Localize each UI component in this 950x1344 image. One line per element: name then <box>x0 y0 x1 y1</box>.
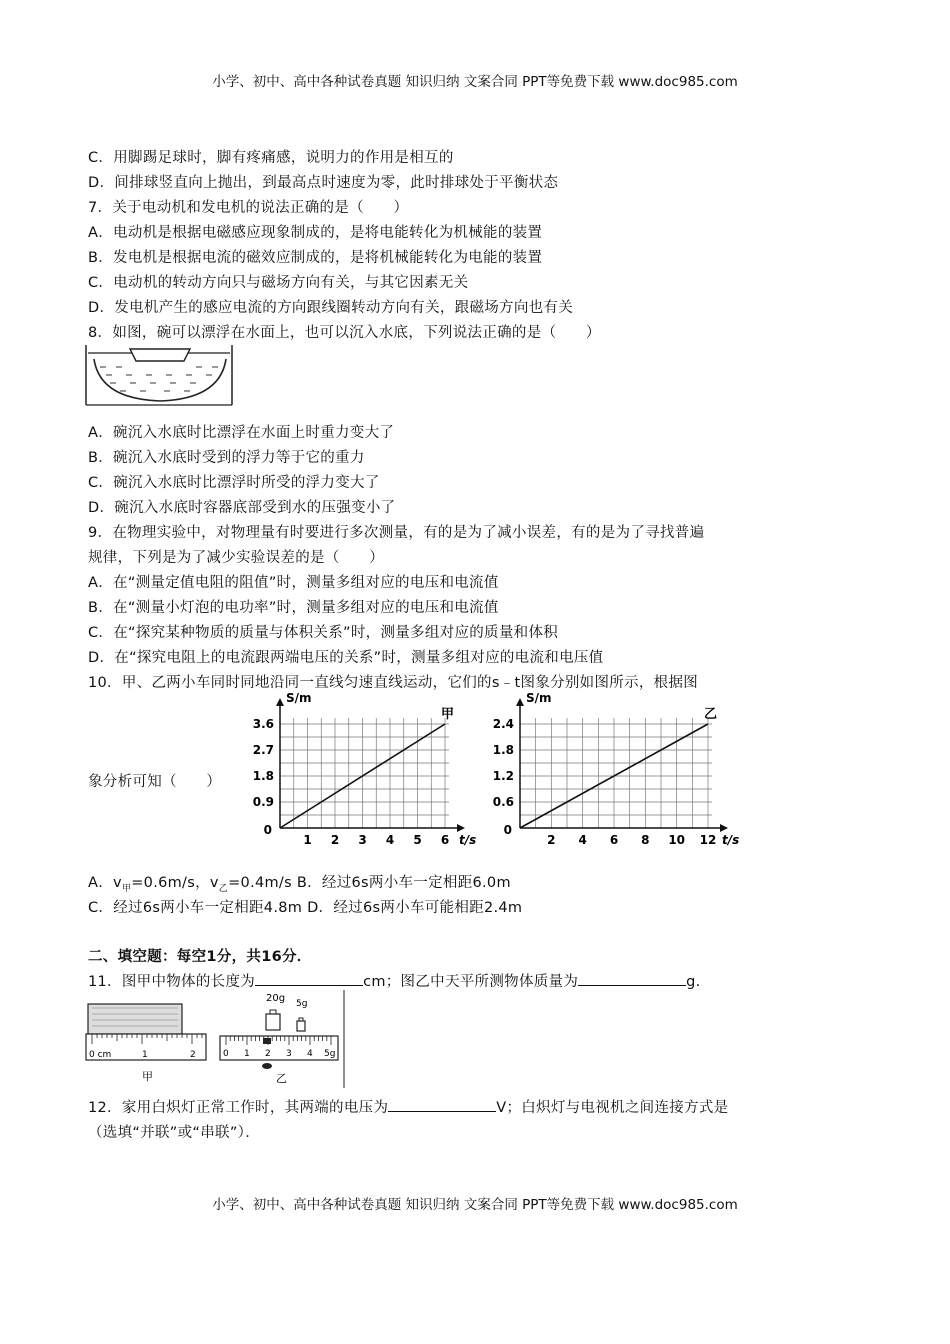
q12-stem-line2: （选填“并联”或“串联”）． <box>88 1125 260 1141</box>
y-tick-label: 1.8 <box>252 769 274 783</box>
y-tick-label: 0.6 <box>492 795 514 809</box>
x-axis-arrow <box>457 824 465 832</box>
q8-option-d: D．碗沉入水底时容器底部受到水的压强变小了 <box>88 500 396 516</box>
q7-option-b: B．发电机是根据电流的磁效应制成的，是将机械能转化为电能的装置 <box>88 250 543 266</box>
y-tick-label: 1.2 <box>492 769 514 783</box>
weight-5g-label: 5g <box>296 999 308 1009</box>
balance-tick-2: 2 <box>265 1049 271 1059</box>
balance-label: 乙 <box>276 1072 287 1085</box>
bowl-figure <box>86 343 234 407</box>
ruler-label: 甲 <box>142 1070 153 1083</box>
y-axis-arrow <box>276 698 284 706</box>
q11-blank-length[interactable] <box>255 971 363 986</box>
x-tick-label: 2 <box>547 833 556 847</box>
q12-blank-voltage[interactable] <box>388 1097 496 1112</box>
y-tick-label: 2.4 <box>492 717 514 731</box>
y-tick-label: 2.7 <box>252 743 274 757</box>
x-axis-label: t/s <box>722 833 740 847</box>
q9-option-b: B．在“测量小灯泡的电功率”时，测量多组对应的电压和电流值 <box>88 600 499 616</box>
chart-yi <box>484 690 740 855</box>
q12-stem-line1: 12．家用白炽灯正常工作时，其两端的电压为 V；白炽灯与电视机之间连接方式是 <box>88 1096 728 1117</box>
y-axis-arrow <box>516 698 524 706</box>
balance-tick-4: 4 <box>307 1049 313 1059</box>
q9-option-c: C．在“探究某种物质的质量与体积关系”时，测量多组对应的质量和体积 <box>88 625 559 641</box>
q11-stem: 11．图甲中物体的长度为 cm；图乙中天平所测物体质量为 g. <box>88 970 701 991</box>
balance-tick-0: 0 <box>223 1049 229 1059</box>
q7-option-d: D．发电机产生的感应电流的方向跟线圈转动方向有关，跟磁场方向也有关 <box>88 300 574 316</box>
x-tick-label: 12 <box>699 833 717 847</box>
x-tick-label: 6 <box>609 833 619 847</box>
ruler-figure <box>86 996 208 1088</box>
x-tick-label: 3 <box>358 833 367 847</box>
origin-label: 0 <box>503 823 512 837</box>
ruler-tick-2: 2 <box>190 1050 196 1060</box>
q8-option-a: A．碗沉入水底时比漂浮在水面上时重力变大了 <box>88 425 395 441</box>
q9-stem-line1: 9．在物理实验中，对物理量有时要进行多次测量，有的是为了减小误差，有的是为了寻找普遍 <box>88 525 705 541</box>
page-header: 小学、初中、高中各种试卷真题 知识归纳 文案合同 PPT等免费下载 www.doc985.com <box>212 74 738 90</box>
y-axis-label: S/m <box>286 691 312 705</box>
q10-option-ab: A．$v_甲=0.6m/s$，$v_乙=0.4m/s$ B．经过6s两小车一定相距6.0m <box>88 875 511 894</box>
balance-tick-3: 3 <box>286 1049 292 1059</box>
q6-option-d: D．间排球竖直向上抛出，到最高点时速度为零，此时排球处于平衡状态 <box>88 175 559 191</box>
q6-option-c: C．用脚踢足球时，脚有疼痛感，说明力的作用是相互的 <box>88 150 454 166</box>
balance-tick-5: 5g <box>324 1049 336 1059</box>
q11-blank-mass[interactable] <box>578 971 686 986</box>
x-tick-label: 4 <box>578 833 587 847</box>
y-tick-label: 1.8 <box>492 743 514 757</box>
q8-option-c: C．碗沉入水底时比漂浮时所受的浮力变大了 <box>88 475 380 491</box>
q7-stem: 7．关于电动机和发电机的说法正确的是（ ） <box>88 200 409 216</box>
chart-title: 甲 <box>441 707 455 722</box>
ruler-tick-1: 1 <box>142 1050 148 1060</box>
y-tick-label: 0.9 <box>252 795 274 809</box>
x-tick-label: 1 <box>303 833 312 847</box>
x-axis-label: t/s <box>459 833 477 847</box>
y-axis-label: S/m <box>526 691 552 705</box>
q7-option-c: C．电动机的转动方向只与磁场方向有关，与其它因素无关 <box>88 275 469 291</box>
q7-option-a: A．电动机是根据电磁感应现象制成的，是将电能转化为机械能的装置 <box>88 225 543 241</box>
weight-20g-label: 20g <box>266 993 286 1004</box>
x-tick-label: 4 <box>385 833 395 847</box>
q9-option-a: A．在“测量定值电阻的阻值”时，测量多组对应的电压和电流值 <box>88 575 499 591</box>
section-heading-fill-blank: 二、填空题：每空1分，共16分． <box>88 949 312 965</box>
q10-stem-line1: 10．甲、乙两小车同时同地沿同一直线匀速直线运动，它们的s﹣t图象分别如图所示，根据图 <box>88 675 699 691</box>
x-tick-label: 5 <box>413 833 422 847</box>
q9-option-d: D．在“探究电阻上的电流跟两端电压的关系”时，测量多组对应的电流和电压值 <box>88 650 604 666</box>
x-tick-label: 8 <box>641 833 650 847</box>
q9-stem-line2: 规律，下列是为了减少实验误差的是（ ） <box>88 550 384 566</box>
origin-label: 0 <box>263 823 272 837</box>
balance-figure <box>218 990 348 1088</box>
x-tick-label: 10 <box>668 833 686 847</box>
q10-stem-line2: 象分析可知（ ） <box>88 774 222 790</box>
balance-tick-1: 1 <box>244 1049 250 1059</box>
ruler-tick-0: 0 cm <box>89 1050 112 1060</box>
x-axis-arrow <box>720 824 728 832</box>
page-footer: 小学、初中、高中各种试卷真题 知识归纳 文案合同 PPT等免费下载 www.doc985.com <box>212 1197 738 1213</box>
q8-stem: 8．如图，碗可以漂浮在水面上，也可以沉入水底，下列说法正确的是（ ） <box>88 325 601 341</box>
q8-option-b: B．碗沉入水底时受到的浮力等于它的重力 <box>88 450 365 466</box>
chart-title: 乙 <box>704 707 718 722</box>
chart-jia <box>250 690 477 855</box>
x-tick-label: 2 <box>330 833 340 847</box>
x-tick-label: 6 <box>440 833 450 847</box>
q10-option-cd: C．经过6s两小车一定相距4.8m D．经过6s两小车可能相距2.4m <box>88 900 523 916</box>
y-tick-label: 3.6 <box>252 717 274 731</box>
